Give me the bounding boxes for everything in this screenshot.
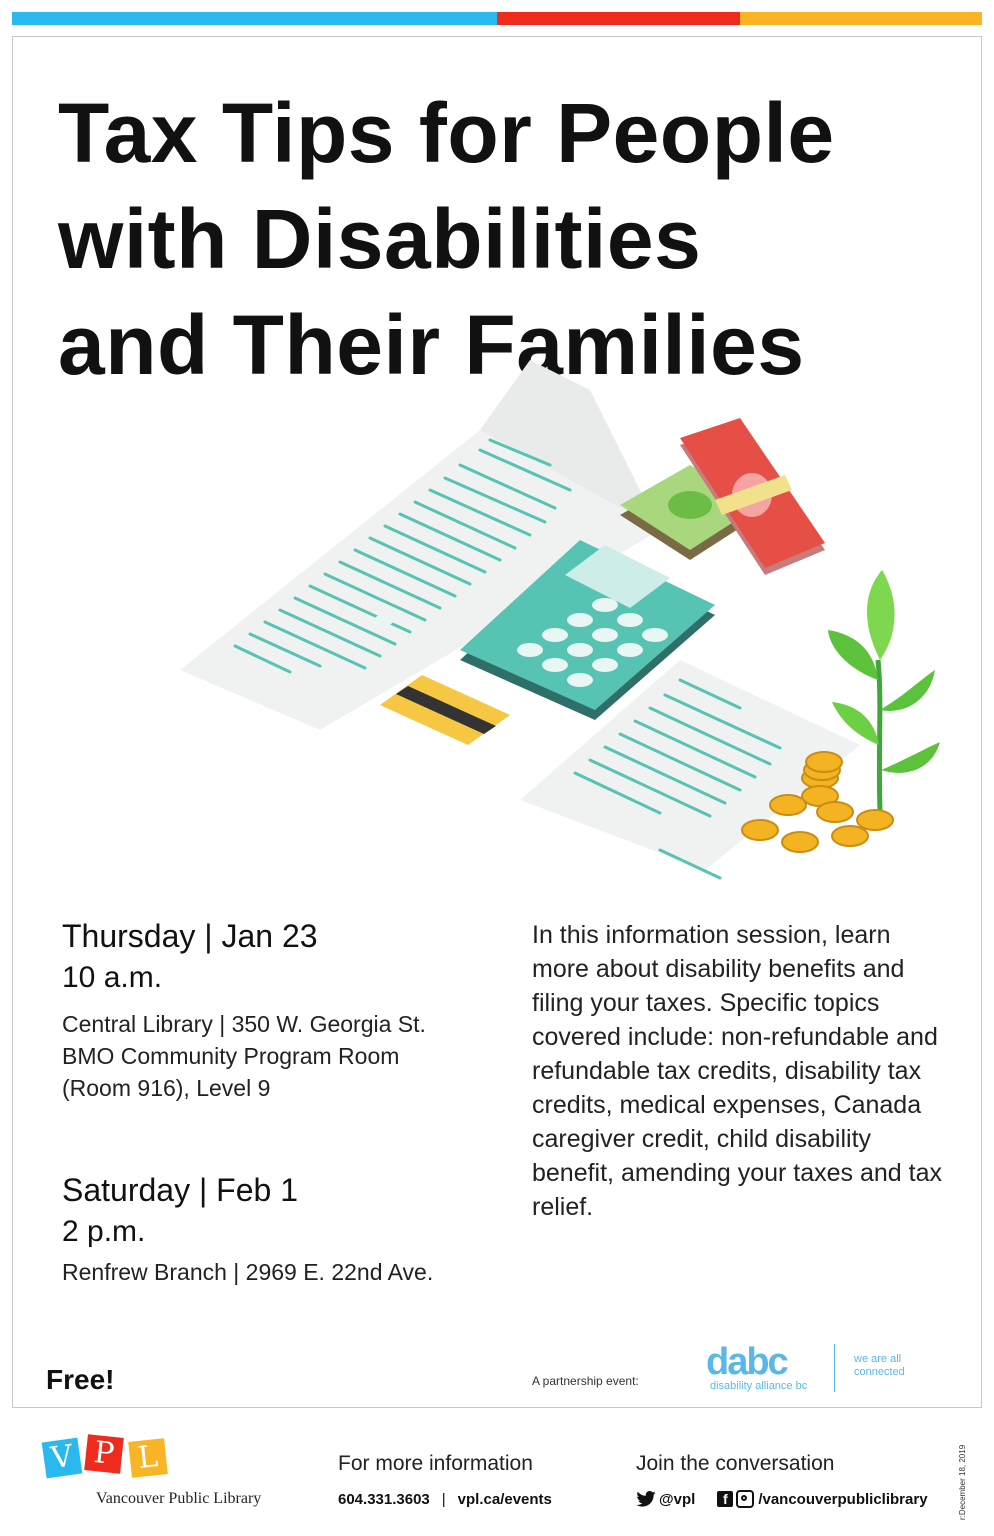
vpl-logo [44,1434,184,1478]
title-line: with Disabilities [58,192,702,286]
social-handle[interactable]: /vancouverpubliclibrary [758,1490,928,1508]
facebook-icon[interactable]: f [717,1491,733,1507]
title-line: and Their Families [58,298,805,392]
plant-illustration [828,570,940,810]
dabc-logo [706,1342,936,1398]
more-info-heading: For more information [338,1452,533,1475]
printed-date: r:December 18, 2019 [958,1444,967,1520]
vpl-logo-letter: V [42,1438,83,1479]
library-name: Vancouver Public Library [96,1490,262,1507]
money-illustration [620,418,825,575]
event-location [62,1256,522,1288]
event-saturday [62,1170,522,1288]
website-link[interactable]: vpl.ca/events [457,1491,552,1508]
event-description: In this information session, learn more about disability benefits and filing your taxes. Specific topics covered include: non-refundable and refundable tax credits, disability tax credits, medical expenses, Canada caregiver credit, child disability benefit, amending your taxes and tax relief. [532,921,942,1221]
free-label: Free! [46,1364,115,1395]
event-time: 10 a.m. [62,961,163,994]
location-line: Central Library | 350 W. Georgia St. [62,1011,426,1037]
vpl-logo-letter: L [128,1438,168,1478]
location-line: (Room 916), Level 9 [62,1075,271,1101]
instagram-icon[interactable] [736,1490,754,1508]
twitter-handle[interactable]: @vpl [659,1490,696,1508]
twitter-icon[interactable] [636,1491,656,1507]
social-links [636,1490,928,1508]
top-bar-orange [740,12,982,25]
vpl-logo-letter: P [84,1434,124,1474]
location-line: Renfrew Branch | 2969 E. 22nd Ave. [62,1259,434,1285]
event-day: Thursday | Jan 23 [62,918,318,954]
dabc-wordmark: dabc [706,1341,787,1383]
location-line: BMO Community Program Room [62,1043,400,1069]
event-day: Saturday | Feb 1 [62,1172,298,1208]
top-bar-red [497,12,740,25]
dabc-tagline: we are all connected [854,1353,905,1378]
event-thursday [62,916,522,1104]
contact-info [338,1491,552,1508]
tax-illustration [160,350,950,890]
partnership-label: A partnership event: [532,1374,639,1388]
event-location [62,1008,522,1104]
phone-number[interactable]: 604.331.3603 [338,1491,430,1508]
title-line: Tax Tips for People [58,86,835,180]
separator: | [441,1491,446,1508]
top-bar-blue [12,12,497,25]
dabc-divider [834,1344,835,1392]
join-heading: Join the conversation [636,1452,835,1475]
dabc-fullname: disability alliance bc [710,1380,808,1392]
event-time: 2 p.m. [62,1215,146,1248]
credit-card-illustration [380,675,510,745]
